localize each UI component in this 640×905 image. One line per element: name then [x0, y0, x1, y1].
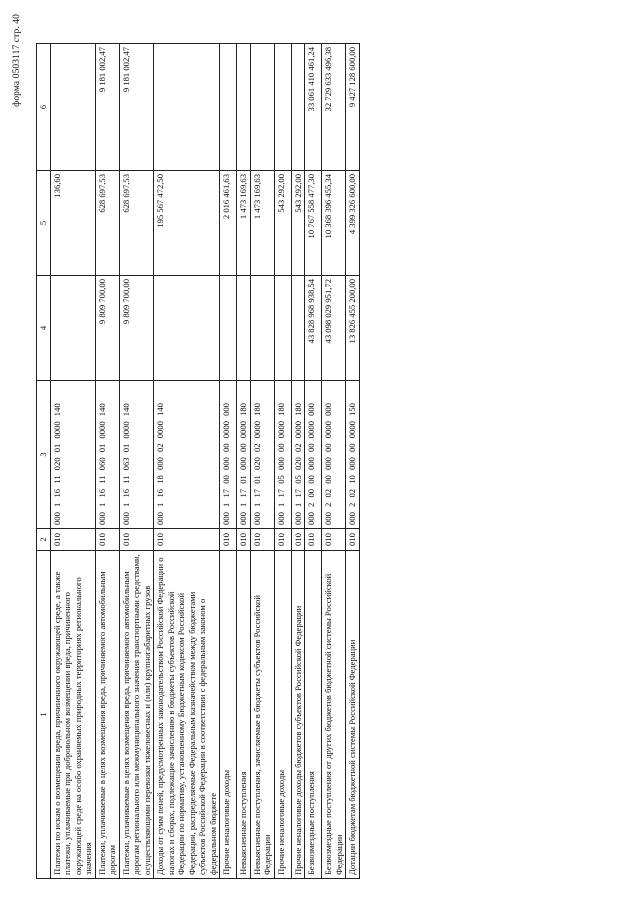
row-executed: 1 473 169,63 [237, 171, 250, 276]
row-name: Доходы от сумм пеней, предусмотренных законодательством Российской Федерации о налогах и сборах, подлежащие зачислению в бюджеты субъектов Российской Федерации по нормативу, установленному Бюджетным кодексом Российской Федерации, распределяемые Федеральным казначейством между бюджетами субъектов Российской Федерации в соответствии с федеральным законом о федеральном бюджете [154, 551, 220, 879]
row-classification-code: 000 1 16 11 060 01 0000 140 [95, 381, 119, 529]
row-name: Безвозмездные поступления от других бюджетов бюджетной системы Российской Федерации [322, 551, 346, 879]
row-classification-code: 000 1 16 11 063 01 0000 140 [119, 381, 153, 529]
row-classification-code: 000 1 16 11 020 01 0000 140 [51, 381, 96, 529]
row-unexecuted [154, 44, 220, 171]
row-approved: 13 826 455 200,00 [346, 276, 359, 381]
table-row [237, 44, 250, 879]
row-line-code: 010 [274, 529, 291, 551]
row-classification-code: 000 2 00 00 000 00 0000 000 [305, 381, 322, 529]
row-approved [291, 276, 304, 381]
table-row [346, 44, 359, 879]
row-name: Прочие неналоговые доходы бюджетов субъектов Российской Федерации [291, 551, 304, 879]
row-name: Платежи, уплачиваемые в целях возмещения вреда, причиняемого автомобильным дорогам [95, 551, 119, 879]
row-approved [237, 276, 250, 381]
row-name: Прочие неналоговые доходы [220, 551, 237, 879]
row-unexecuted [51, 44, 96, 171]
column-number-row [37, 44, 51, 879]
row-name: Платежи, уплачиваемые в целях возмещения вреда, причиняемого автомобильным дорогам регионального или межмуниципального значения транспортными средствами, осуществляющими перевозки тяжеловесных и (или) крупногабаритных грузов [119, 551, 153, 879]
table-row [291, 44, 304, 879]
column-header-1: 1 [37, 551, 51, 879]
row-approved [154, 276, 220, 381]
row-line-code: 010 [322, 529, 346, 551]
row-classification-code: 000 1 17 05 020 02 0000 180 [291, 381, 304, 529]
row-approved: 9 809 700,00 [119, 276, 153, 381]
row-line-code: 010 [250, 529, 274, 551]
row-executed: 1 473 169,63 [250, 171, 274, 276]
row-executed: 543 292,00 [274, 171, 291, 276]
row-unexecuted: 32 729 633 496,38 [322, 44, 346, 171]
row-approved: 43 828 968 938,54 [305, 276, 322, 381]
row-executed: 195 567 472,50 [154, 171, 220, 276]
form-caption: форма 0503117 стр. 40 [12, 14, 22, 107]
row-line-code: 010 [95, 529, 119, 551]
table-row [51, 44, 96, 879]
table-row [250, 44, 274, 879]
row-classification-code: 000 1 17 01 020 02 0000 180 [250, 381, 274, 529]
row-classification-code: 000 2 02 10 000 00 0000 150 [346, 381, 359, 529]
row-name: Дотации бюджетам бюджетной системы Российской Федерации [346, 551, 359, 879]
row-classification-code: 000 1 17 00 000 00 0000 000 [220, 381, 237, 529]
row-approved [250, 276, 274, 381]
row-classification-code: 000 1 17 05 000 00 0000 180 [274, 381, 291, 529]
row-executed: 136,60 [51, 171, 96, 276]
income-table [36, 43, 360, 879]
row-unexecuted: 9 181 002,47 [119, 44, 153, 171]
row-unexecuted: 9 427 128 600,00 [346, 44, 359, 171]
column-header-4: 4 [37, 276, 51, 381]
table-row [322, 44, 346, 879]
row-line-code: 010 [220, 529, 237, 551]
row-line-code: 010 [51, 529, 96, 551]
table-row [220, 44, 237, 879]
row-approved: 43 098 029 951,72 [322, 276, 346, 381]
row-line-code: 010 [119, 529, 153, 551]
column-header-3: 3 [37, 381, 51, 529]
row-line-code: 010 [237, 529, 250, 551]
row-executed: 628 697,53 [119, 171, 153, 276]
table-row [119, 44, 153, 879]
row-line-code: 010 [291, 529, 304, 551]
table-row [154, 44, 220, 879]
row-unexecuted [274, 44, 291, 171]
row-line-code: 010 [346, 529, 359, 551]
row-unexecuted [220, 44, 237, 171]
row-executed: 4 399 326 600,00 [346, 171, 359, 276]
row-line-code: 010 [154, 529, 220, 551]
row-executed: 543 292,00 [291, 171, 304, 276]
row-unexecuted [237, 44, 250, 171]
row-name: Невыясненные поступления, зачисляемые в бюджеты субъектов Российской Федерации [250, 551, 274, 879]
column-header-5: 5 [37, 171, 51, 276]
row-classification-code: 000 1 17 01 000 00 0000 180 [237, 381, 250, 529]
row-unexecuted: 9 181 002,47 [95, 44, 119, 171]
column-header-2: 2 [37, 529, 51, 551]
row-name: Платежи по искам о возмещении вреда, причиненного окружающей среде, а также платежи, уплачиваемые при добровольном возмещении вреда, причиненного окружающей среде на особо охраняемых природных территориях регионального значения [51, 551, 96, 879]
row-name: Прочие неналоговые доходы [274, 551, 291, 879]
row-name: Невыясненные поступления [237, 551, 250, 879]
row-approved [51, 276, 96, 381]
row-unexecuted [250, 44, 274, 171]
row-approved [220, 276, 237, 381]
row-executed: 10 767 558 477,30 [305, 171, 322, 276]
table-row [274, 44, 291, 879]
row-classification-code: 000 1 16 18 000 02 0000 140 [154, 381, 220, 529]
table-row [305, 44, 322, 879]
row-approved [274, 276, 291, 381]
row-classification-code: 000 2 02 00 000 00 0000 000 [322, 381, 346, 529]
row-executed: 628 697,53 [95, 171, 119, 276]
row-name: Безвозмездные поступления [305, 551, 322, 879]
row-executed: 2 016 461,63 [220, 171, 237, 276]
row-approved: 9 809 700,00 [95, 276, 119, 381]
table-row [95, 44, 119, 879]
row-line-code: 010 [305, 529, 322, 551]
row-executed: 10 368 396 455,34 [322, 171, 346, 276]
row-unexecuted: 33 061 410 461,24 [305, 44, 322, 171]
column-header-6: 6 [37, 44, 51, 171]
row-unexecuted [291, 44, 304, 171]
